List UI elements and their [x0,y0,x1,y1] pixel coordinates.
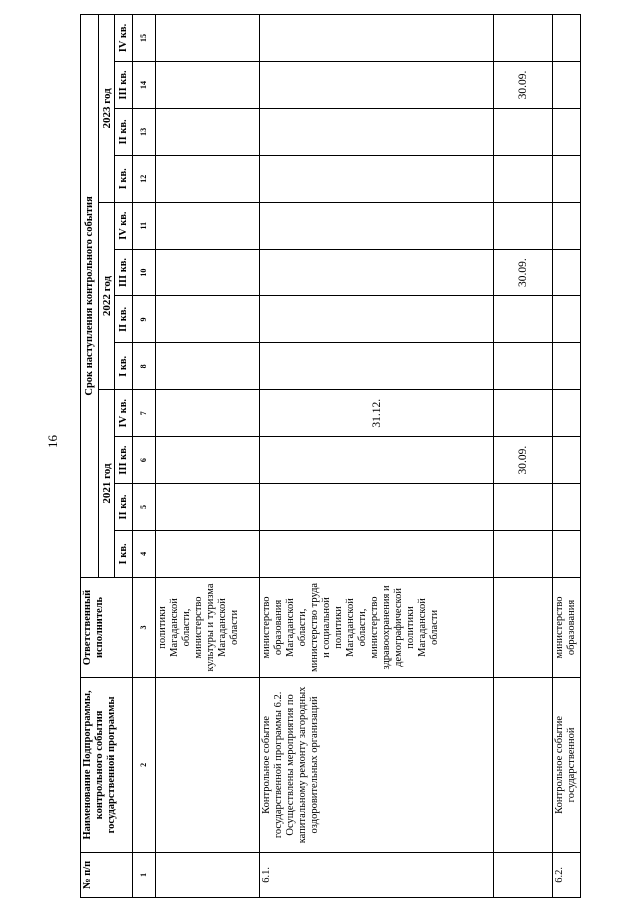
column-number: 8 [133,343,156,390]
event-date-cell [260,296,494,343]
event-date-cell [156,437,260,484]
event-date-cell [156,249,260,296]
header-year-2021: 2021 год [99,390,115,578]
event-date-cell: 30.09. [494,62,553,109]
event-date-cell [494,343,553,390]
header-quarter: I кв. [115,530,133,577]
event-date-cell [553,202,581,249]
event-date-cell [260,343,494,390]
event-date-cell [260,15,494,62]
header-quarter: III кв. [115,437,133,484]
event-date-cell [494,530,553,577]
header-quarter: I кв. [115,155,133,202]
responsible-executor [494,577,553,677]
event-date-cell [156,390,260,437]
event-date-cell [553,484,581,531]
event-name [156,678,260,853]
responsible-executor: министерство образования [553,577,581,677]
event-date-cell [260,202,494,249]
column-number: 2 [133,678,156,853]
event-date-cell: 31.12. [260,390,494,437]
event-date-cell [553,108,581,155]
column-numbers-row [133,15,156,898]
event-name [494,678,553,853]
table-row [553,15,581,898]
control-events-table [80,14,581,898]
control-events-table-page [80,14,628,898]
responsible-executor: политики Магаданской области, министерство культуры и туризма Магаданской области [156,577,260,677]
header-quarter: IV кв. [115,15,133,62]
event-date-cell [494,155,553,202]
table-row [156,15,260,898]
header-quarter: I кв. [115,343,133,390]
event-date-cell: 30.09. [494,249,553,296]
header-year-2023: 2023 год [99,15,115,203]
row-number: 6.1. [260,852,494,897]
column-number: 7 [133,390,156,437]
column-number: 11 [133,202,156,249]
event-date-cell [494,15,553,62]
event-date-cell [494,484,553,531]
event-date-cell [494,296,553,343]
event-date-cell [156,530,260,577]
event-date-cell [553,249,581,296]
header-year-2022: 2022 год [99,202,115,390]
event-date-cell [156,202,260,249]
header-quarter: IV кв. [115,202,133,249]
table-row [260,15,494,898]
event-date-cell [553,15,581,62]
event-date-cell [553,155,581,202]
column-number: 9 [133,296,156,343]
header-exec: Ответственный исполнитель [81,577,133,677]
event-date-cell [553,62,581,109]
event-date-cell [156,108,260,155]
event-date-cell [260,437,494,484]
header-quarter: II кв. [115,108,133,155]
column-number: 4 [133,530,156,577]
event-date-cell [494,202,553,249]
event-date-cell [156,484,260,531]
column-number: 1 [133,852,156,897]
column-number: 3 [133,577,156,677]
event-date-cell [260,62,494,109]
header-quarter: IV кв. [115,390,133,437]
event-name: Контрольное событие государственной [553,678,581,853]
event-date-cell [156,296,260,343]
responsible-executor: министерство образования Магаданской области, министерство труда и социальной политики Магаданской области, министерство здравоохранения и демографической политики Магаданской области [260,577,494,677]
event-date-cell [494,108,553,155]
header-quarter: II кв. [115,484,133,531]
column-number: 6 [133,437,156,484]
event-date-cell [553,296,581,343]
table-row [494,15,553,898]
event-date-cell [553,343,581,390]
column-number: 10 [133,249,156,296]
header-quarter: III кв. [115,249,133,296]
event-date-cell [494,390,553,437]
event-date-cell [156,15,260,62]
event-date-cell [156,62,260,109]
row-number: 6.2. [553,852,581,897]
row-number [494,852,553,897]
event-date-cell [156,155,260,202]
event-date-cell [553,437,581,484]
column-number: 5 [133,484,156,531]
header-quarter: III кв. [115,62,133,109]
event-date-cell [260,155,494,202]
header-quarter: II кв. [115,296,133,343]
event-date-cell [260,530,494,577]
event-date-cell: 30.09. [494,437,553,484]
header-num: № п/п [81,852,133,897]
page-number: 16 [45,435,60,448]
event-date-cell [260,108,494,155]
row-number [156,852,260,897]
event-date-cell [553,390,581,437]
column-number: 15 [133,15,156,62]
event-date-cell [553,530,581,577]
event-date-cell [260,249,494,296]
event-date-cell [156,343,260,390]
event-date-cell [260,484,494,531]
header-name: Наименование Подпрограммы, контрольного события государственной программы [81,678,133,853]
column-number: 12 [133,155,156,202]
column-number: 14 [133,62,156,109]
header-period: Срок наступления контрольного события [81,15,99,578]
event-name: Контрольное событие государственной программы 6.2. Осуществлены мероприятия по капитальному ремонту загородных оздоровительных организаций [260,678,494,853]
column-number: 13 [133,108,156,155]
